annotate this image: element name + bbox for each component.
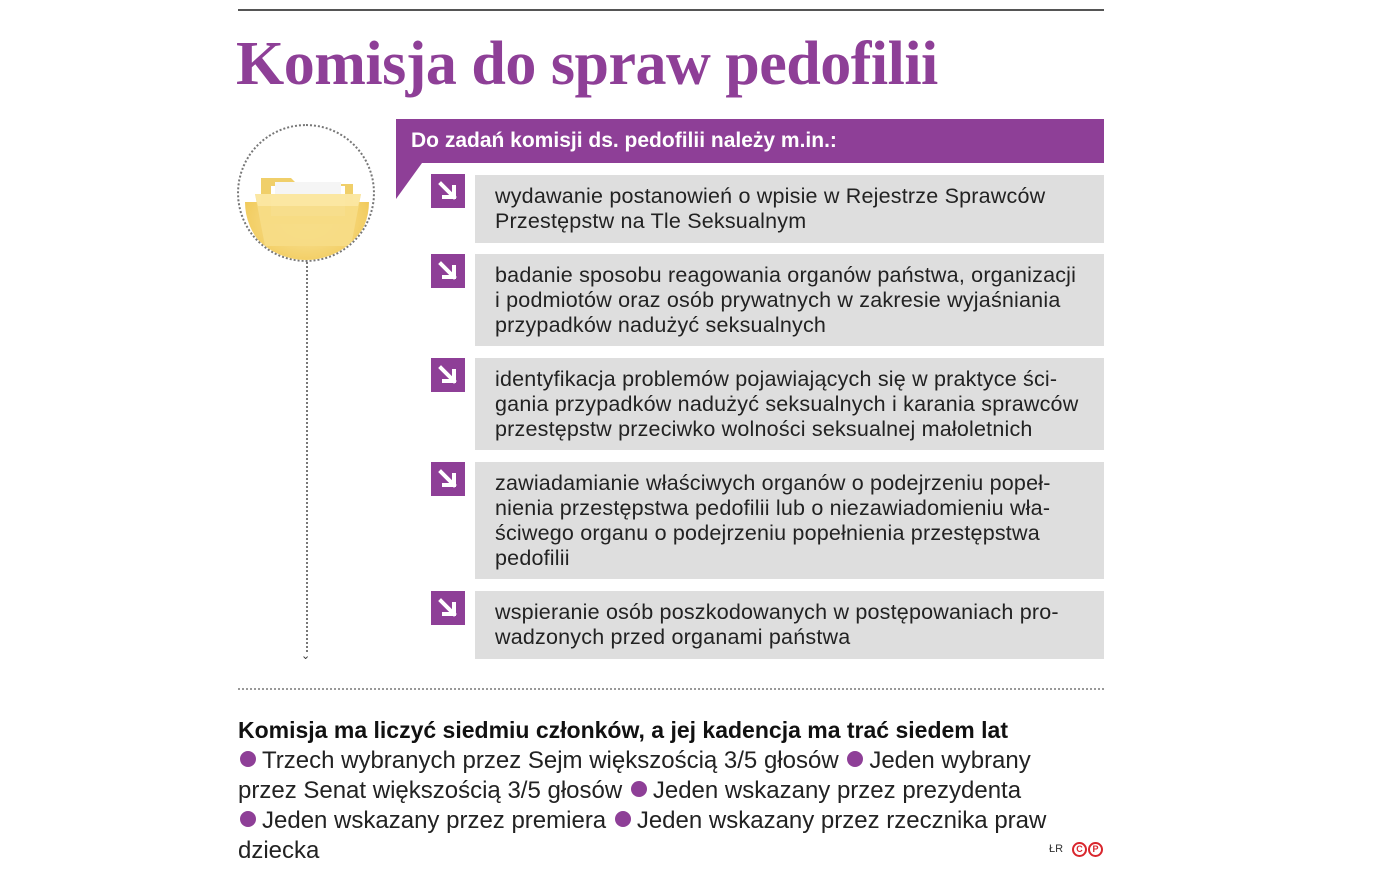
task-item [475,462,1104,579]
member-text: Jeden wskazany przez prezydenta [652,777,1022,804]
task-text-line: wadzonych przed organami państwa [495,625,851,649]
arrow-down-right-icon [431,591,465,625]
member-text: Jeden wskazany przez premiera [262,807,607,834]
task-text-line: i podmiotów oraz osób prywatnych w zakresie wyjaśniania [495,288,1061,312]
bullet-dot-icon [240,811,256,827]
folder-icon [253,168,363,248]
folder-illustration [237,124,375,262]
p-icon: P [1088,842,1103,857]
task-text-line: nienia przestępstwa pedofilii lub o niezawiadomieniu wła- [495,496,1051,520]
tasks-header: Do zadań komisji ds. pedofilii należy m.in.: [396,119,1104,163]
task-item [475,254,1104,346]
task-text-line: wydawanie postanowień o wpisie w Rejestrze Sprawców [495,184,1046,208]
header-tail [396,163,422,199]
task-text-line: badanie sposobu reagowania organów państwa, organizacji [495,263,1077,287]
bullet-dot-icon [240,751,256,767]
author-credit: ŁR [1049,843,1064,855]
arrow-down-right-icon [431,254,465,288]
task-item [475,175,1104,243]
composition-line [238,746,1108,776]
timeline-dotted-line [306,262,308,652]
member-text: przez Senat większością 3/5 głosów [238,777,623,804]
task-text-line: gania przypadków nadużyć seksualnych i karania sprawców [495,392,1079,416]
page-title: Komisja do spraw pedofilii [236,30,938,98]
member-text: dziecka [238,837,320,864]
member-text: Jeden wskazany przez rzecznika praw [636,807,1047,834]
task-item [475,591,1104,659]
arrow-down-right-icon [431,462,465,496]
task-item [475,358,1104,450]
task-text-line: przestępstw przeciwko wolności seksualnej małoletnich [495,417,1033,441]
task-text-line: zawiadamianie właściwych organów o podejrzeniu popeł- [495,471,1051,495]
chevron-down-icon: ⌄ [301,650,311,662]
arrow-down-right-icon [431,358,465,392]
member-text: Jeden wybrany [869,747,1031,774]
arrow-down-right-icon [431,174,465,208]
task-text-line: identyfikacja problemów pojawiających się w praktyce ści- [495,367,1058,391]
task-text-line: pedofilii [495,546,570,570]
member-text: Trzech wybranych przez Sejm większością 3/5 głosów [262,747,839,774]
composition-title: Komisja ma liczyć siedmiu członków, a jej kadencja ma trać siedem lat [238,717,1008,743]
composition-line [238,776,1108,806]
task-text-line: wspieranie osób poszkodowanych w postępowaniach pro- [495,600,1059,624]
task-text-line: przypadków nadużyć seksualnych [495,313,827,337]
composition-line [238,806,1108,836]
bullet-dot-icon [847,751,863,767]
composition-line [238,836,1108,866]
bullet-dot-icon [631,781,647,797]
top-rule [238,9,1104,11]
task-text-line: ściwego organu o podejrzeniu popełnienia przestępstwa [495,521,1040,545]
bullet-dot-icon [615,811,631,827]
copyright-icon: C [1072,842,1087,857]
separator [238,688,1104,690]
composition-members [238,746,1108,866]
task-text-line: Przestępstw na Tle Seksualnym [495,209,807,233]
